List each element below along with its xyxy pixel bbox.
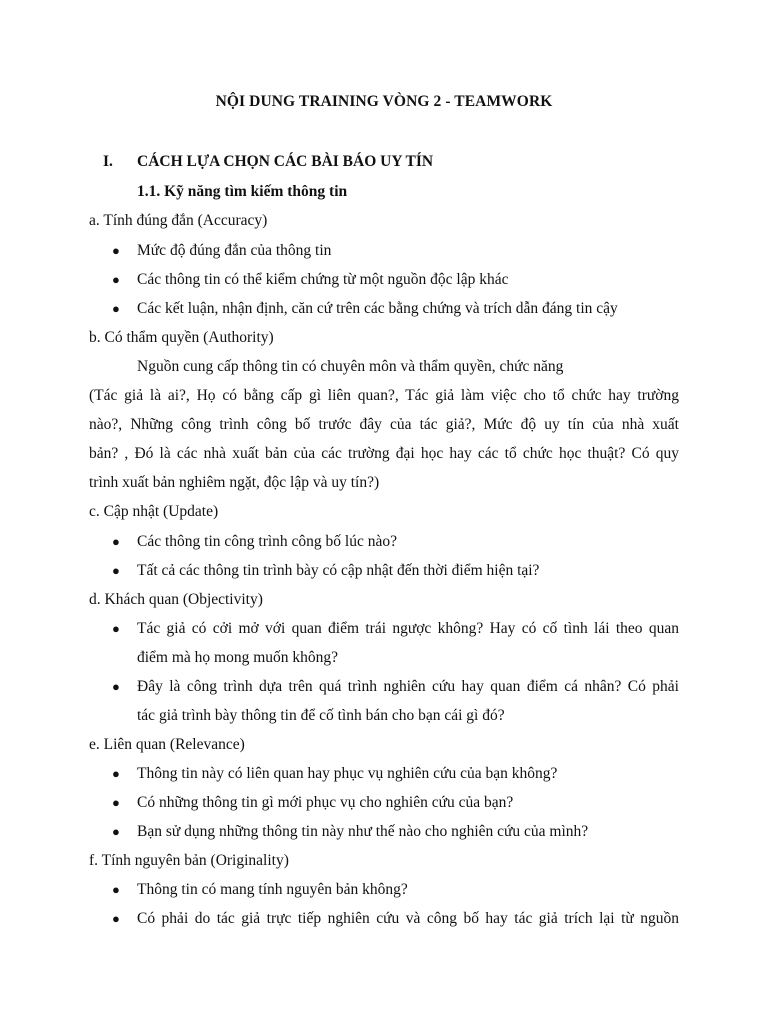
indented-paragraph: Nguồn cung cấp thông tin có chuyên môn và thẩm quyền, chức năng bbox=[137, 358, 564, 375]
heading-authority: b. Có thẩm quyền (Authority) bbox=[89, 329, 274, 346]
bullet-dot: ● bbox=[112, 243, 120, 258]
section-number: I. bbox=[103, 153, 113, 170]
bullet-item: Mức độ đúng đắn của thông tin bbox=[137, 242, 332, 259]
document-title: NỘI DUNG TRAINING VÒNG 2 - TEAMWORK bbox=[215, 93, 553, 110]
paragraph-line: trình xuất bản nghiêm ngặt, độc lập và uy tín?) bbox=[89, 474, 380, 491]
heading-objectivity: d. Khách quan (Objectivity) bbox=[89, 591, 263, 608]
bullet-dot: ● bbox=[112, 534, 120, 549]
heading-accuracy: a. Tính đúng đắn (Accuracy) bbox=[89, 212, 268, 229]
bullet-dot: ● bbox=[112, 795, 120, 810]
bullet-dot: ● bbox=[112, 563, 120, 578]
bullet-dot: ● bbox=[112, 301, 120, 316]
bullet-item: Thông tin này có liên quan hay phục vụ nghiên cứu của bạn không? bbox=[137, 765, 558, 782]
heading-originality: f. Tính nguyên bản (Originality) bbox=[89, 852, 289, 869]
bullet-dot: ● bbox=[112, 766, 120, 781]
bullet-dot: ● bbox=[112, 911, 120, 926]
bullet-dot: ● bbox=[112, 679, 120, 694]
bullet-item: Các kết luận, nhận định, căn cứ trên các bằng chứng và trích dẫn đáng tin cậy bbox=[137, 300, 618, 317]
heading-relevance: e. Liên quan (Relevance) bbox=[89, 736, 245, 753]
bullet-item: Các thông tin có thể kiểm chứng từ một nguồn độc lập khác bbox=[137, 271, 509, 288]
bullet-dot: ● bbox=[112, 824, 120, 839]
bullet-item: Các thông tin công trình công bố lúc nào? bbox=[137, 533, 397, 550]
heading-update: c. Cập nhật (Update) bbox=[89, 503, 219, 520]
bullet-item: Bạn sử dụng những thông tin này như thế nào cho nghiên cứu của mình? bbox=[137, 823, 589, 840]
bullet-dot: ● bbox=[112, 882, 120, 897]
bullet-item: Tác giả có cởi mở với quan điểm trái ngược không? Hay có cố tình lái theo quan bbox=[137, 620, 679, 637]
bullet-item-continued: điểm mà họ mong muốn không? bbox=[137, 649, 339, 666]
bullet-dot: ● bbox=[112, 621, 120, 636]
bullet-item: Đây là công trình dựa trên quá trình nghiên cứu hay quan điểm cá nhân? Có phải bbox=[137, 678, 679, 695]
section-title: CÁCH LỰA CHỌN CÁC BÀI BÁO UY TÍN bbox=[137, 153, 434, 170]
bullet-item: Thông tin có mang tính nguyên bản không? bbox=[137, 881, 408, 898]
paragraph-line: (Tác giả là ai?, Họ có bằng cấp gì liên quan?, Tác giả làm việc cho tổ chức hay trường bbox=[89, 387, 679, 404]
bullet-item: Có những thông tin gì mới phục vụ cho nghiên cứu của bạn? bbox=[137, 794, 514, 811]
bullet-item: Tất cả các thông tin trình bày có cập nhật đến thời điểm hiện tại? bbox=[137, 562, 540, 579]
bullet-item-continued: tác giả trình bày thông tin để cố tình bán cho bạn cái gì đó? bbox=[137, 707, 505, 724]
paragraph-line: bản? , Đó là các nhà xuất bản của các trường đại học hay các tổ chức học thuật? Có quy bbox=[89, 445, 679, 462]
subsection-title: 1.1. Kỹ năng tìm kiếm thông tin bbox=[137, 183, 348, 200]
bullet-dot: ● bbox=[112, 272, 120, 287]
bullet-item: Có phải do tác giả trực tiếp nghiên cứu và công bố hay tác giả trích lại từ nguồn bbox=[137, 910, 679, 927]
paragraph-line: nào?, Những công trình công bố trước đây của tác giả?, Mức độ uy tín của nhà xuất bbox=[89, 416, 679, 433]
